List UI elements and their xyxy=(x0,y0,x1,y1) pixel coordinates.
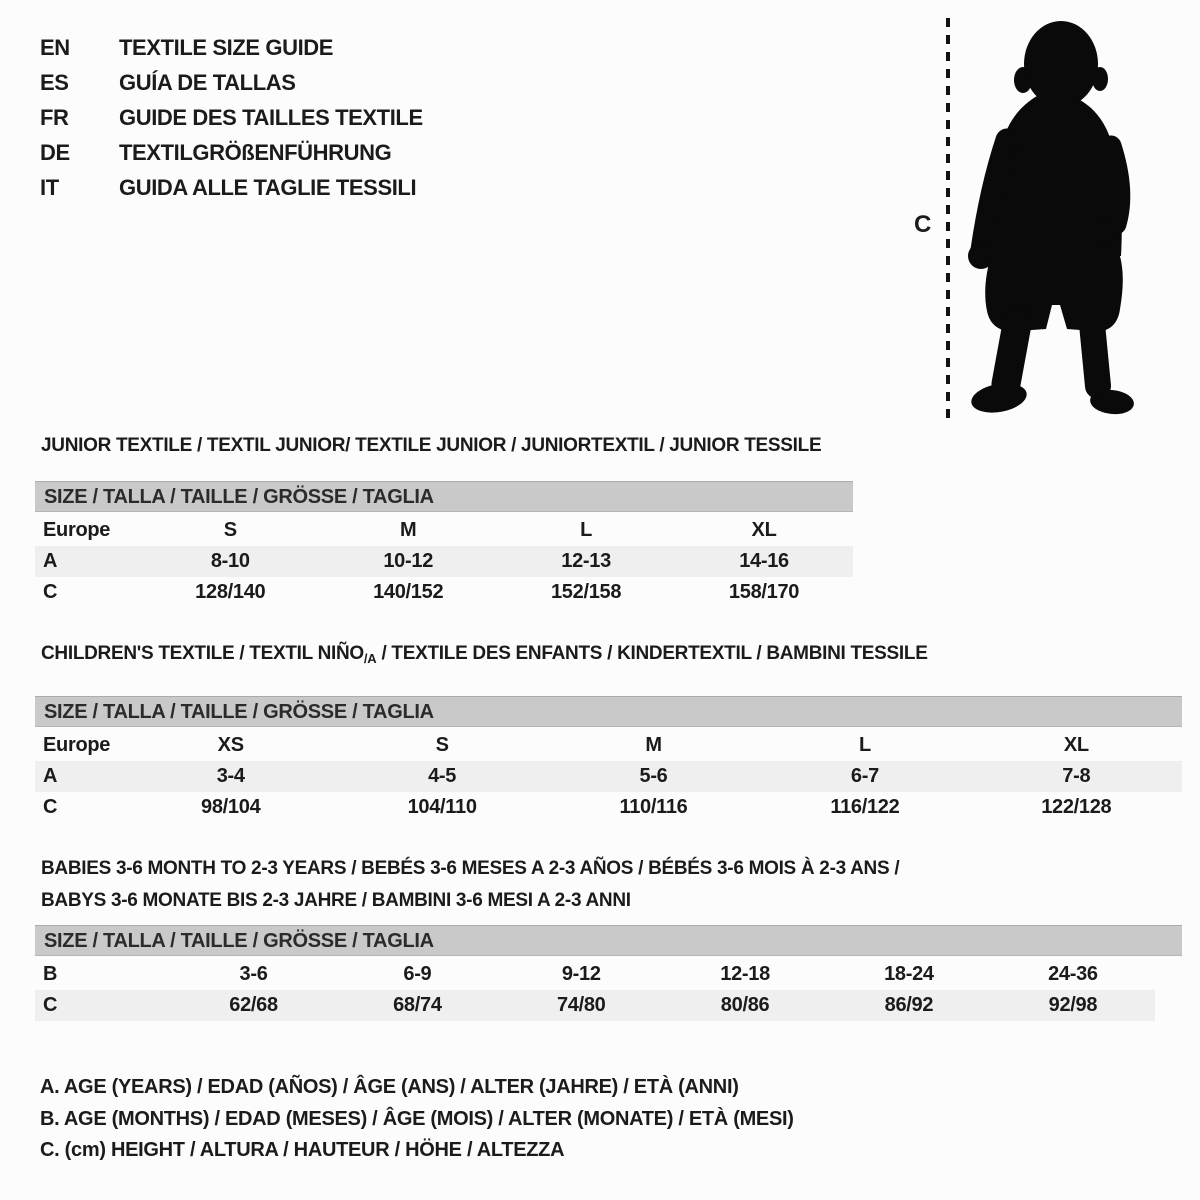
language-code: DE xyxy=(40,140,70,165)
size-value: 110/116 xyxy=(619,796,688,818)
row-label: C xyxy=(43,581,58,603)
size-value: 4-5 xyxy=(336,761,547,792)
size-value: M xyxy=(400,519,417,541)
section-title xyxy=(35,643,1182,670)
size-value: XL xyxy=(1063,734,1089,756)
size-value: S xyxy=(435,734,449,756)
size-header-bar: SIZE / TALLA / TAILLE / GRÖSSE / TAGLIA xyxy=(35,696,1182,727)
size-value: L xyxy=(580,519,593,541)
language-title-list xyxy=(40,30,423,205)
note-line-b: B. AGE (MONTHS) / EDAD (MESES) / ÂGE (MOIS) / ALTER (MONATE) / ETÀ (MESI) xyxy=(40,1107,794,1130)
row-label: Europe xyxy=(43,734,111,756)
language-row xyxy=(40,65,423,100)
section-junior-textile xyxy=(35,435,853,608)
row-label: A xyxy=(35,761,125,792)
row-label: Europe xyxy=(43,519,111,541)
table-row xyxy=(35,761,1182,792)
row-label: C xyxy=(43,796,58,818)
section-title: JUNIOR TEXTILE / TEXTIL JUNIOR/ TEXTILE JUNIOR / JUNIORTEXTIL / JUNIOR TESSILE xyxy=(41,435,822,456)
table-row xyxy=(35,546,853,577)
guide-title: GUIDE DES TAILLES TEXTILE xyxy=(119,105,423,130)
size-value: 3-6 xyxy=(239,963,268,985)
row-label: B xyxy=(43,963,58,985)
size-value: 6-7 xyxy=(759,761,970,792)
height-dashed-line-icon xyxy=(944,18,952,420)
language-row xyxy=(40,30,423,65)
size-value: 122/128 xyxy=(1041,796,1112,818)
section-babies-textile xyxy=(35,853,1182,1021)
note-line-c: C. (cm) HEIGHT / ALTURA / HAUTEUR / HÖHE / ALTEZZA xyxy=(40,1139,565,1161)
size-value: 62/68 xyxy=(172,990,336,1021)
height-measure-label: C xyxy=(914,211,932,238)
size-value: 3-4 xyxy=(125,761,336,792)
size-value: 5-6 xyxy=(548,761,759,792)
size-header-bar: SIZE / TALLA / TAILLE / GRÖSSE / TAGLIA xyxy=(35,925,1182,956)
table-row xyxy=(35,792,1182,823)
size-value: 92/98 xyxy=(991,990,1155,1021)
note-line-a: A. AGE (YEARS) / EDAD (AÑOS) / ÂGE (ANS) / ALTER (JAHRE) / ETÀ (ANNI) xyxy=(40,1076,739,1098)
size-value: 9-12 xyxy=(561,963,601,985)
size-value: 24-36 xyxy=(1048,963,1098,985)
language-code: EN xyxy=(40,35,70,60)
row-label: A xyxy=(35,546,141,577)
language-row xyxy=(40,100,423,135)
size-value: XS xyxy=(217,734,244,756)
table-row xyxy=(35,959,1155,990)
guide-title: TEXTILE SIZE GUIDE xyxy=(119,35,334,60)
size-header-bar: SIZE / TALLA / TAILLE / GRÖSSE / TAGLIA xyxy=(35,481,853,512)
size-value: L xyxy=(858,734,871,756)
size-value: 7-8 xyxy=(971,761,1182,792)
size-value: 86/92 xyxy=(827,990,991,1021)
guide-title: TEXTILGRÖßENFÜHRUNG xyxy=(119,140,392,165)
size-value: 10-12 xyxy=(319,546,497,577)
size-value: 128/140 xyxy=(195,581,266,603)
language-row xyxy=(40,135,423,170)
language-code: IT xyxy=(40,175,59,200)
size-value: 8-10 xyxy=(141,546,319,577)
size-value: 12-13 xyxy=(497,546,675,577)
section-title-line1: BABIES 3-6 MONTH TO 2-3 YEARS / BEBÉS 3-6 MESES A 2-3 AÑOS / BÉBÉS 3-6 MOIS À 2-3 ANS / xyxy=(41,858,900,879)
table-row xyxy=(35,730,1182,761)
junior-size-table xyxy=(35,515,853,608)
size-value: 158/170 xyxy=(728,581,800,603)
language-code: FR xyxy=(40,105,69,130)
language-row xyxy=(40,170,423,205)
table-row xyxy=(35,990,1155,1021)
size-value: 116/122 xyxy=(830,796,900,818)
size-value: 152/158 xyxy=(550,581,622,603)
row-label: C xyxy=(35,990,172,1021)
table-row xyxy=(35,515,853,546)
height-measure-figure xyxy=(900,15,1200,427)
size-value: XL xyxy=(751,519,777,541)
guide-title: GUIDA ALLE TAGLIE TESSILI xyxy=(119,175,417,200)
size-value: S xyxy=(223,519,237,541)
section-childrens-textile xyxy=(35,643,1182,823)
size-value: 74/80 xyxy=(499,990,663,1021)
size-value: 14-16 xyxy=(675,546,853,577)
children-size-table xyxy=(35,730,1182,823)
size-value: 68/74 xyxy=(335,990,499,1021)
language-code: ES xyxy=(40,70,69,95)
title-subscript: /A xyxy=(363,651,377,666)
legend-notes xyxy=(40,1072,794,1167)
section-title-line2: BABYS 3-6 MONATE BIS 2-3 JAHRE / BAMBINI 3-6 MESI A 2-3 ANNI xyxy=(41,890,631,911)
title-part: CHILDREN'S TEXTILE / TEXTIL NIÑO xyxy=(41,643,364,664)
toddler-silhouette-icon xyxy=(955,18,1140,418)
size-value: M xyxy=(645,734,662,756)
babies-size-table xyxy=(35,959,1155,1021)
size-value: 98/104 xyxy=(201,796,261,818)
size-value: 80/86 xyxy=(663,990,827,1021)
size-value: 18-24 xyxy=(884,963,934,985)
title-part: / TEXTILE DES ENFANTS / KINDERTEXTIL / BAMBINI TESSILE xyxy=(376,643,928,664)
size-value: 140/152 xyxy=(373,581,444,603)
table-row xyxy=(35,577,853,608)
size-value: 12-18 xyxy=(720,963,770,985)
size-value: 6-9 xyxy=(403,963,432,985)
size-value: 104/110 xyxy=(407,796,477,818)
guide-title: GUÍA DE TALLAS xyxy=(119,70,296,95)
